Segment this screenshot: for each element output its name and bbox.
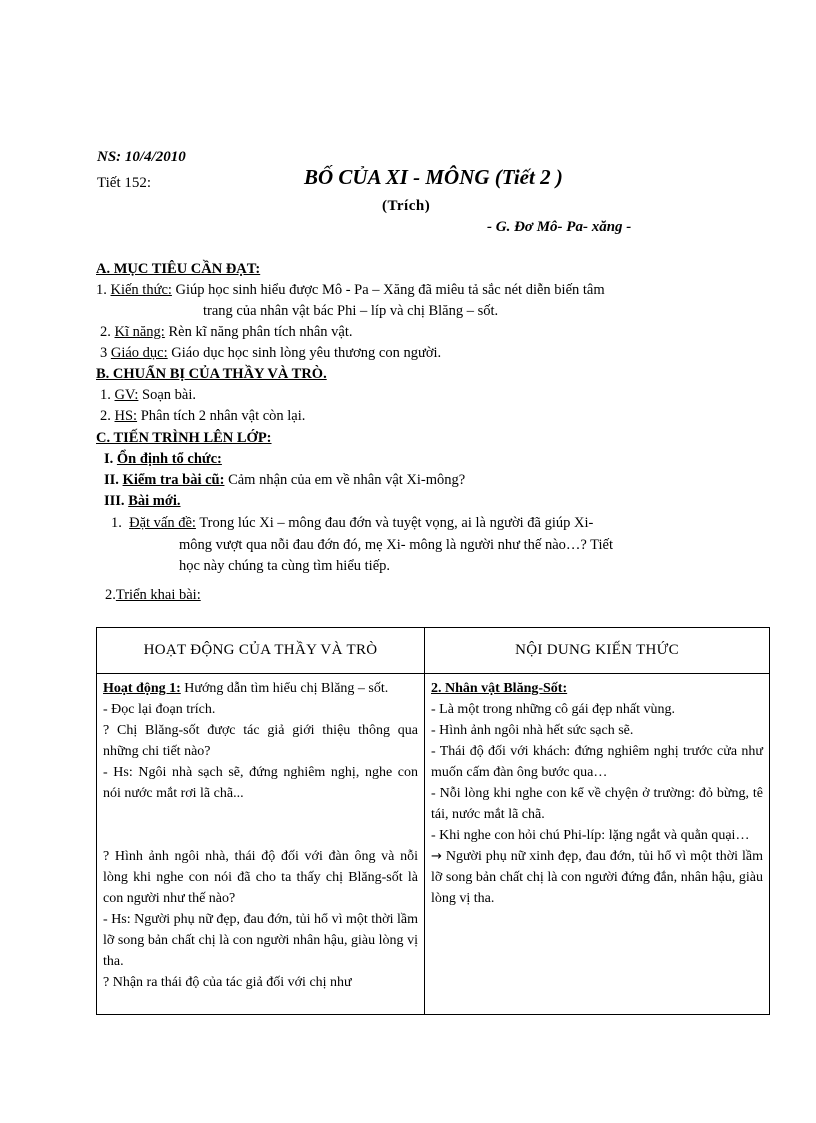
item-number: 1.: [111, 515, 122, 531]
step-review: [104, 470, 465, 491]
item-text: Cảm nhận của em về nhân vật Xi-mông?: [224, 472, 466, 488]
objective-skill: [100, 322, 353, 343]
section-b-heading: B. CHUẨN BỊ CỦA THẦY VÀ TRÒ.: [96, 366, 327, 382]
activity-question: ? Hình ảnh ngôi nhà, thái độ đối với đàn ông và nỗi lòng khi nghe con nói đã cho ta thấy chị Blăng-sốt là con người như thế nào?: [103, 849, 418, 906]
table-header-row: [97, 628, 770, 674]
content-point: - Hình ảnh ngôi nhà hết sức sạch sẽ.: [431, 723, 634, 738]
item-number: III.: [104, 493, 125, 509]
ns-date: NS: 10/4/2010: [97, 149, 186, 165]
activity-question: ? Nhận ra thái độ của tác giả đối với chị như: [103, 975, 352, 990]
item-text: Giáo dục học sinh lòng yêu thương con người.: [167, 345, 442, 361]
step-stabilize: [104, 449, 222, 470]
item-label: Ổn định tổ chức:: [116, 451, 222, 467]
item-number: 2.: [100, 408, 111, 424]
content-heading: 2. Nhân vật Blăng-Sốt:: [431, 681, 568, 696]
item-text: Soạn bài.: [138, 387, 196, 403]
content-conclusion: [431, 846, 763, 909]
activity-text: Hướng dẫn tìm hiểu chị Blăng – sốt.: [180, 681, 389, 696]
item-text: Rèn kĩ năng phân tích nhân vật.: [164, 324, 353, 340]
content-point: - Là một trong những cô gái đẹp nhất vùng.: [431, 702, 675, 717]
lesson-number: Tiết 152:: [97, 175, 152, 191]
page-title: BỐ CỦA XI - MÔNG (Tiết 2 ): [304, 165, 563, 189]
item-label: Bài mới.: [128, 493, 181, 509]
section-c-heading: C. TIẾN TRÌNH LÊN LỚP:: [96, 430, 272, 446]
item-number: 2.: [105, 587, 116, 603]
item-text: Trong lúc Xi – mông đau đớn và tuyệt vọng, ai là người đã giúp Xi-: [195, 515, 594, 531]
activity-label: Hoạt động 1:: [103, 681, 181, 696]
step-introduction-cont: mông vượt qua nỗi đau đớn đó, mẹ Xi- mông là người như thế nào…? Tiết: [179, 537, 614, 553]
section-a-heading: A. MỤC TIÊU CẦN ĐẠT:: [96, 261, 261, 277]
item-text: Phân tích 2 nhân vật còn lại.: [137, 408, 306, 424]
step-introduction: [111, 513, 593, 534]
item-label: Kiểm tra bài cũ:: [122, 472, 225, 488]
item-number: 1.: [96, 282, 107, 298]
objective-education: [100, 343, 441, 364]
item-number: 1.: [100, 387, 111, 403]
arrow-right-icon: →: [431, 849, 442, 864]
item-label: Đặt vấn đề:: [129, 515, 196, 531]
item-label: Triển khai bài:: [115, 587, 201, 603]
table-row: [97, 674, 770, 1015]
item-number: 3: [100, 345, 108, 361]
step-introduction-cont2: học này chúng ta cùng tìm hiểu tiếp.: [179, 558, 391, 574]
activity-step: - Đọc lại đoạn trích.: [103, 702, 216, 717]
item-number: II.: [104, 472, 119, 488]
lesson-table: [96, 627, 770, 1015]
item-label: Kiến thức:: [110, 282, 172, 298]
item-label: Kĩ năng:: [114, 324, 165, 340]
content-cell: [425, 674, 770, 1015]
step-new-lesson: [104, 491, 181, 512]
activity-answer: - Hs: Người phụ nữ đẹp, đau đớn, tủi hổ vì một thời lầm lỡ song bản chất chị là con người nhân hậu, giàu lòng vị tha.: [103, 912, 418, 969]
content-point: - Nỗi lòng khi nghe con kể về chyện ở trường: đỏ bừng, tê tái, nước mắt lã chã.: [431, 786, 763, 822]
subtitle: (Trích): [382, 198, 431, 214]
item-label: HS:: [114, 408, 138, 424]
conclusion-text: Người phụ nữ xinh đẹp, đau đớn, tủi hổ vì một thời lầm lỡ song bản chất chị là con người đứng đắn, nhân hậu, giàu lòng vị tha.: [431, 849, 763, 906]
item-text: Giúp học sinh hiểu được Mô - Pa – Xăng đã miêu tả sắc nét diễn biến tâm: [171, 282, 605, 298]
header-content: NỘI DUNG KIẾN THỨC: [425, 628, 770, 674]
author-line: - G. Đơ Mô- Pa- xăng -: [487, 219, 632, 235]
prep-teacher: [100, 385, 196, 406]
item-number: 2.: [100, 324, 111, 340]
content-point: - Thái độ đối với khách: đứng nghiêm nghị trước cửa như muốn cấm đàn ông bước qua…: [431, 744, 763, 780]
activities-cell: [97, 674, 425, 1015]
objective-knowledge-cont: trang của nhân vật bác Phi – líp và chị Blăng – sốt.: [203, 303, 499, 319]
item-label: GV:: [114, 387, 139, 403]
header-activities: HOẠT ĐỘNG CỦA THẦY VÀ TRÒ: [97, 628, 425, 674]
activity-question: ? Chị Blăng-sốt được tác giả giới thiệu thông qua những chi tiết nào?: [103, 723, 418, 759]
activity-answer: - Hs: Ngôi nhà sạch sẽ, đứng nghiêm nghị, nghe con nói nước mắt rơi lã chã...: [103, 765, 418, 801]
content-point: - Khi nghe con hỏi chú Phi-líp: lặng ngắt và quằn quại…: [431, 828, 750, 843]
activity-intro: [103, 678, 418, 699]
prep-student: [100, 406, 305, 427]
objective-knowledge: [96, 280, 605, 301]
item-number: I.: [104, 451, 114, 467]
item-label: Giáo dục:: [110, 345, 168, 361]
step-deploy: [105, 585, 201, 606]
